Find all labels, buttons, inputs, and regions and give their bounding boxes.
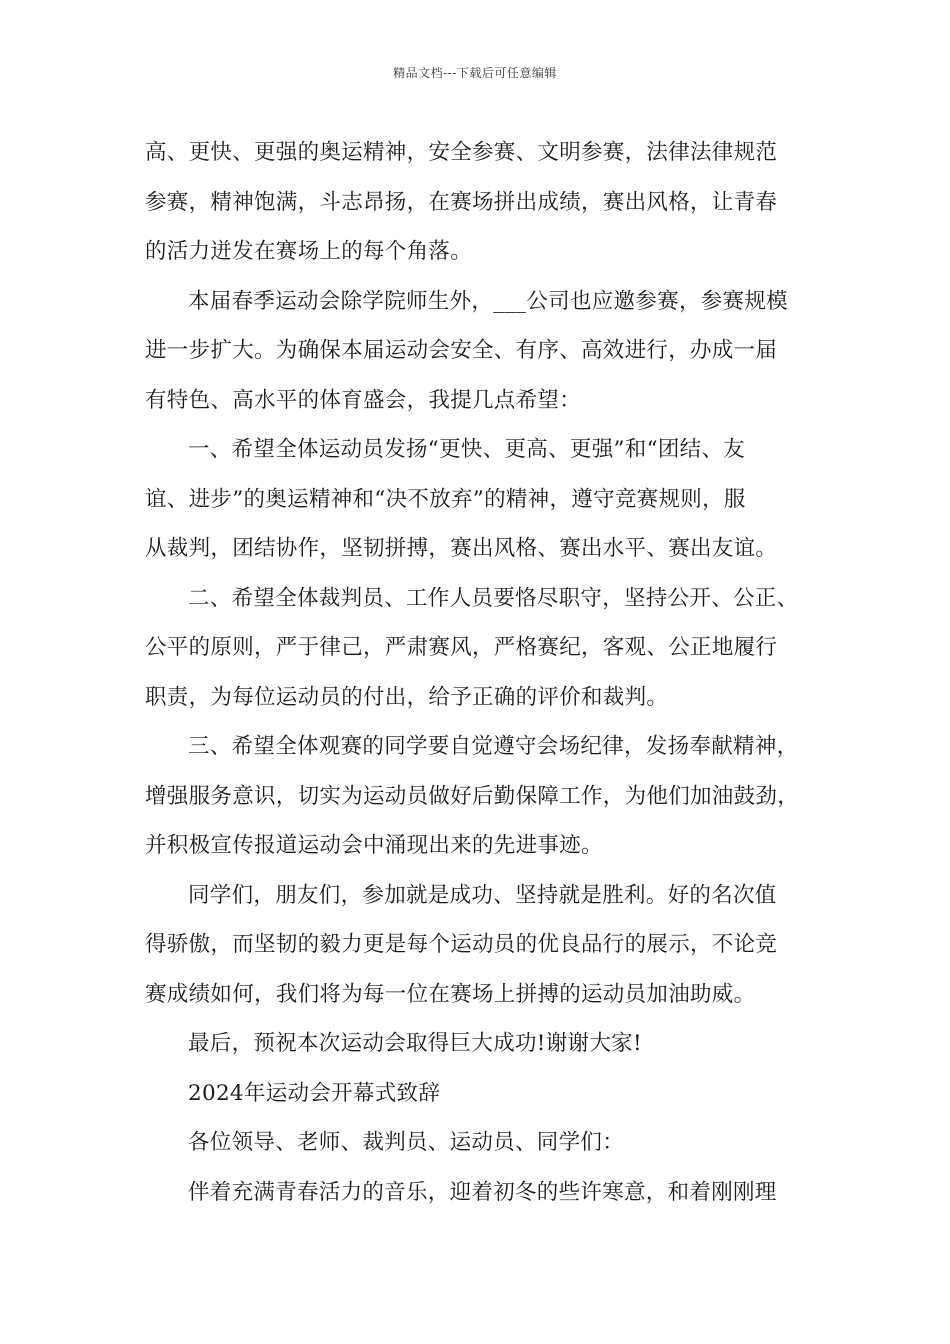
section-title — [145, 1069, 813, 1119]
text-line: 公平的原则，严于律己，严肃赛风，严格赛纪，客观、公正地履行 — [145, 635, 778, 660]
text-line: 并积极宣传报道运动会中涌现出来的先进事迹。 — [145, 833, 603, 858]
paragraph — [145, 722, 813, 871]
paragraph — [145, 277, 813, 426]
text-line: 有特色、高水平的体育盛会，我提几点希望： — [145, 387, 582, 413]
text-line: 得骄傲，而坚韧的毅力更是每个运动员的优良品行的展示，不论竞 — [145, 932, 778, 957]
text-line: 赛成绩如何，我们将为每一位在赛场上拼搏的运动员加油助威。 — [145, 981, 756, 1007]
paragraph — [145, 425, 813, 574]
text-line: 2024年运动会开幕式致辞 — [188, 1080, 441, 1106]
text-line: 各位领导、老师、裁判员、运动员、同学们： — [188, 1130, 625, 1155]
text-line: 的活力迸发在赛场上的每个角落。 — [145, 239, 473, 264]
text-line: 高、更快、更强的奥运精神，安全参赛、文明参赛，法律法律规范 — [145, 140, 778, 165]
text-line: 增强服务意识，切实为运动员做好后勤保障工作，为他们加油鼓劲， — [145, 783, 800, 809]
text-line: 谊、进步”的奥运精神和“决不放弃”的精神，遵守竞赛规则，服 — [145, 486, 746, 512]
text-line: 伴着充满青春活力的音乐，迎着初冬的些许寒意，和着刚刚理 — [188, 1179, 777, 1205]
text-line: 同学们，朋友们，参加就是成功、坚持就是胜利。好的名次值 — [188, 882, 777, 908]
paragraph — [145, 574, 813, 723]
paragraph — [145, 871, 813, 1020]
text-line: 本届春季运动会除学院师生外，___公司也应邀参赛，参赛规模 — [188, 288, 788, 314]
page-header: 精品文档---下载后可任意编辑 — [393, 66, 557, 80]
text-line: 一、希望全体运动员发扬“更快、更高、更强”和“团结、友 — [188, 437, 746, 462]
text-line: 三、希望全体观赛的同学要自觉遵守会场纪律，发扬奉献精神， — [188, 734, 799, 759]
paragraph — [145, 128, 813, 277]
paragraph — [145, 1168, 813, 1218]
text-line: 职责，为每位运动员的付出，给予正确的评价和裁判。 — [145, 684, 669, 710]
text-line: 参赛，精神饱满，斗志昂扬，在赛场拼出成绩，赛出风格，让青春 — [145, 189, 778, 215]
text-line: 进一步扩大。为确保本届运动会安全、有序、高效进行，办成一届 — [145, 338, 778, 363]
text-line: 最后，预祝本次运动会取得巨大成功!谢谢大家! — [188, 1031, 642, 1056]
text-line: 从裁判，团结协作，坚韧拼搏，赛出风格、赛出水平、赛出友谊。 — [145, 536, 778, 561]
salutation — [145, 1118, 813, 1168]
document-body — [145, 128, 813, 1217]
text-line: 二、希望全体裁判员、工作人员要恪尽职守，坚持公开、公正、 — [188, 585, 799, 611]
paragraph — [145, 1019, 813, 1069]
